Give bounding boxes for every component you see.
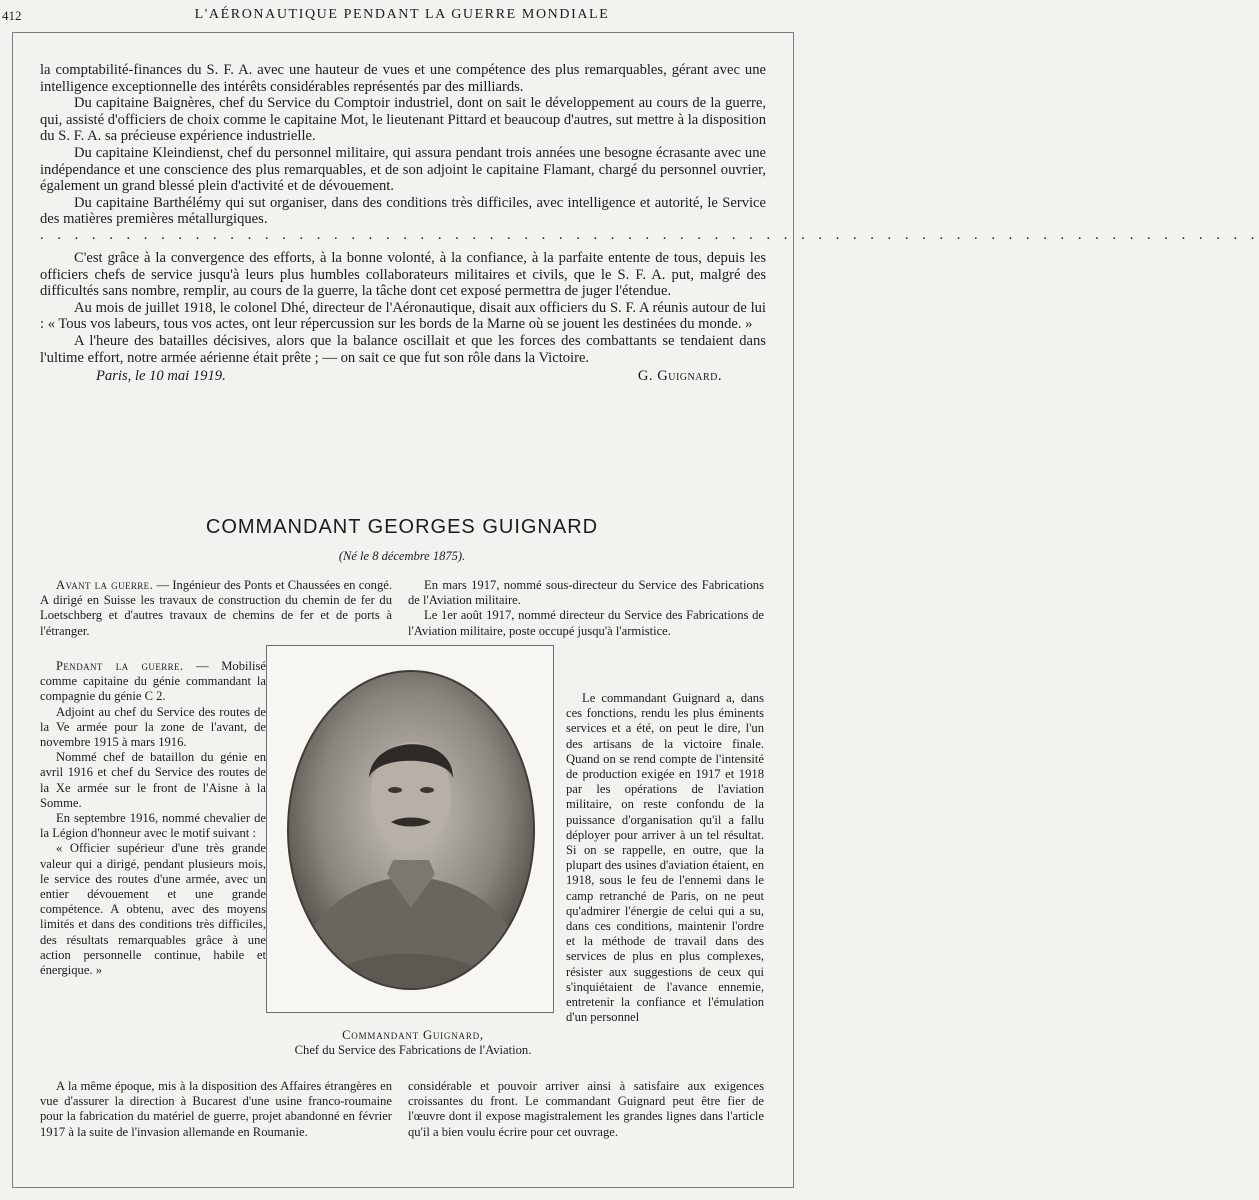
signature-line: [40, 368, 766, 386]
right-column-narrow: [566, 691, 764, 1025]
citation-paragraph: « Officier supérieur d'une très grande valeur qui a dirigé, pendant plusieurs mois, le service des routes d'une armée, avec un entier dévouement et une grande compétence. A obtenu, avec des moyens limités et dans des conditions très difficiles, des résultats remarquables grâce à une action personnelle continue, habile et énergique. »: [40, 841, 266, 978]
paragraph: Du capitaine Kleindienst, chef du personnel militaire, qui assura pendant trois années une besogne écrasante avec une indépendance et une conscience des plus remarquables, et de son adjoint le capitaine Flamant, chargé du personnel ouvrier, également un grand blessé plein d'activité et de dévouement.: [40, 144, 766, 195]
page-number: 412: [2, 8, 22, 23]
caption-role: Chef du Service des Fabrications de l'Aviation.: [294, 1043, 532, 1057]
right-column-top: [408, 578, 764, 639]
left-column-top: [40, 578, 392, 639]
paragraph: Nommé chef de bataillon du génie en avril 1916 et chef du Service des routes de la Xe armée sur le front de l'Aisne à la Somme.: [40, 750, 266, 810]
left-column-bottom: [40, 1079, 392, 1140]
right-column-bottom: [408, 1079, 764, 1140]
photo-caption: [244, 1028, 582, 1058]
section-title: COMMANDANT GEORGES GUIGNARD: [205, 516, 599, 538]
avant-text: — Ingénieur des Ponts et Chaussées en congé. A dirigé en Suisse les travaux de construction du chemin de fer du Loetschberg et d'autres travaux de chemins de fer et de ports à l'étranger.: [40, 578, 392, 638]
top-text-block: [40, 62, 1259, 386]
portrait-image: [267, 646, 555, 1014]
paragraph: En mars 1917, nommé sous-directeur du Service des Fabrications de l'Aviation militaire.: [408, 578, 764, 608]
paragraph: En septembre 1916, nommé chevalier de la Légion d'honneur avec le motif suivant :: [40, 811, 266, 841]
signature-place-date: Paris, le 10 mai 1919.: [96, 368, 226, 385]
paragraph: Du capitaine Barthélémy qui sut organiser, dans des conditions très difficiles, avec intelligence et autorité, le Service des matières premières métallurgiques.: [40, 194, 766, 228]
signature-name: G. Guignard.: [637, 368, 722, 385]
paragraph: Du capitaine Baignères, chef du Service du Comptoir industriel, dont on sait le développement au cours de la guerre, qui, assisté d'officiers de choix comme le capitaine Mot, le lieutenant Pittard et beaucoup d'autres, sut mettre à la disposition du S. F. A. sa précieuse expérience industrielle.: [40, 95, 766, 145]
paragraph: A l'heure des batailles décisives, alors que la balance oscillait et que les forces des combattants se tendaient dans l'ultime effort, notre armée aérienne était prête ; — on sait ce que fut son rôle dans la Victoire.: [40, 332, 766, 366]
paragraph: Adjoint au chef du Service des routes de la Ve armée pour la zone de l'avant, de novembre 1915 à mars 1916.: [40, 704, 266, 750]
left-column-narrow: [40, 659, 266, 978]
portrait-photo: [266, 645, 554, 1013]
section-subtitle: (Né le 8 décembre 1875).: [338, 549, 466, 563]
caption-name: Commandant Guignard,: [342, 1028, 484, 1042]
paragraph: considérable et pouvoir arriver ainsi à satisfaire aux exigences croissantes du front. Le commandant Guignard peut être fier de l'œuvre dont il expose magistralement les grandes lignes dans l'article qu'il a bien voulu écrire pour cet ouvrage.: [408, 1079, 764, 1139]
left-eye-shape: [388, 787, 402, 793]
section-heading-avant: Avant la guerre.: [56, 578, 154, 592]
paragraph: la comptabilité-finances du S. F. A. avec une hauteur de vues et une compétence des plus remarquables, gérant avec une intelligence exceptionnelle des intérêts considérables représentés par des milliards.: [40, 62, 766, 95]
paragraph: A la même époque, mis à la disposition des Affaires étrangères en vue d'assurer la direction à Bucarest d'une usine franco-roumaine pour la fabrication du matériel de guerre, projet abandonné en février 1917 à la suite de l'invasion allemande en Roumanie.: [40, 1079, 392, 1139]
page-header: [0, 4, 804, 30]
paragraph: Le 1er août 1917, nommé directeur du Service des Fabrications de l'Aviation militaire, poste occupé jusqu'à l'armistice.: [408, 608, 764, 638]
right-eye-shape: [420, 787, 434, 793]
paragraph: Le commandant Guignard a, dans ces fonctions, rendu les plus éminents services et a été, on peut le dire, l'un des artisans de la victoire finale. Quand on se rend compte de l'intensité de production exigée en 1917 et 1918 par les opérations de l'aviation militaire, on reste confondu de la puissance d'organisation qu'il a fallu déployer pour arriver à un tel résultat. Si on se rappelle, en outre, que la plupart des usines d'aviation étaient, en 1918, sous le feu de l'ennemi dans le camp retranché de Paris, on ne peut qu'admirer l'énergie de celui qui a su, dans ces conditions, maintenir l'ordre et la méthode de travail dans des services de plus en plus complexes, résister aux suggestions de ceux qui s'inquiétaient de l'avance ennemie, entretenir la confiance et l'émulation d'un personnel: [566, 691, 764, 1025]
section-heading-pendant: Pendant la guerre.: [56, 659, 184, 673]
pendant-text: — Mobilisé comme capitaine du génie commandant la compagnie du génie C 2.: [40, 659, 266, 704]
dotted-separator: . . . . . . . . . . . . . . . . . . . . . . . . . . . . . . . . . . . . . . . . . . . . . . . . . . . . . . . . . . . . . . . . . . . . . . .: [40, 226, 1259, 243]
paragraph: Au mois de juillet 1918, le colonel Dhé, directeur de l'Aéronautique, disait aux officiers du S. F. A réunis autour de lui : « Tous vos labeurs, tous vos actes, ont leur répercussion sur les bords de la Marne où se jouent les destinées du monde. »: [40, 299, 766, 333]
paragraph: C'est grâce à la convergence des efforts, à la bonne volonté, à la confiance, à la parfaite entente de tous, depuis les officiers chefs de service jusqu'à leurs plus humbles collaborateurs militaires et civils, que le S. F. A. put, malgré des difficultés sans nombre, remplir, au cours de la guerre, la tâche dont cet exposé permettra de juger l'étendue.: [40, 249, 766, 300]
running-title: L'AÉRONAUTIQUE PENDANT LA GUERRE MONDIALE: [194, 7, 610, 22]
